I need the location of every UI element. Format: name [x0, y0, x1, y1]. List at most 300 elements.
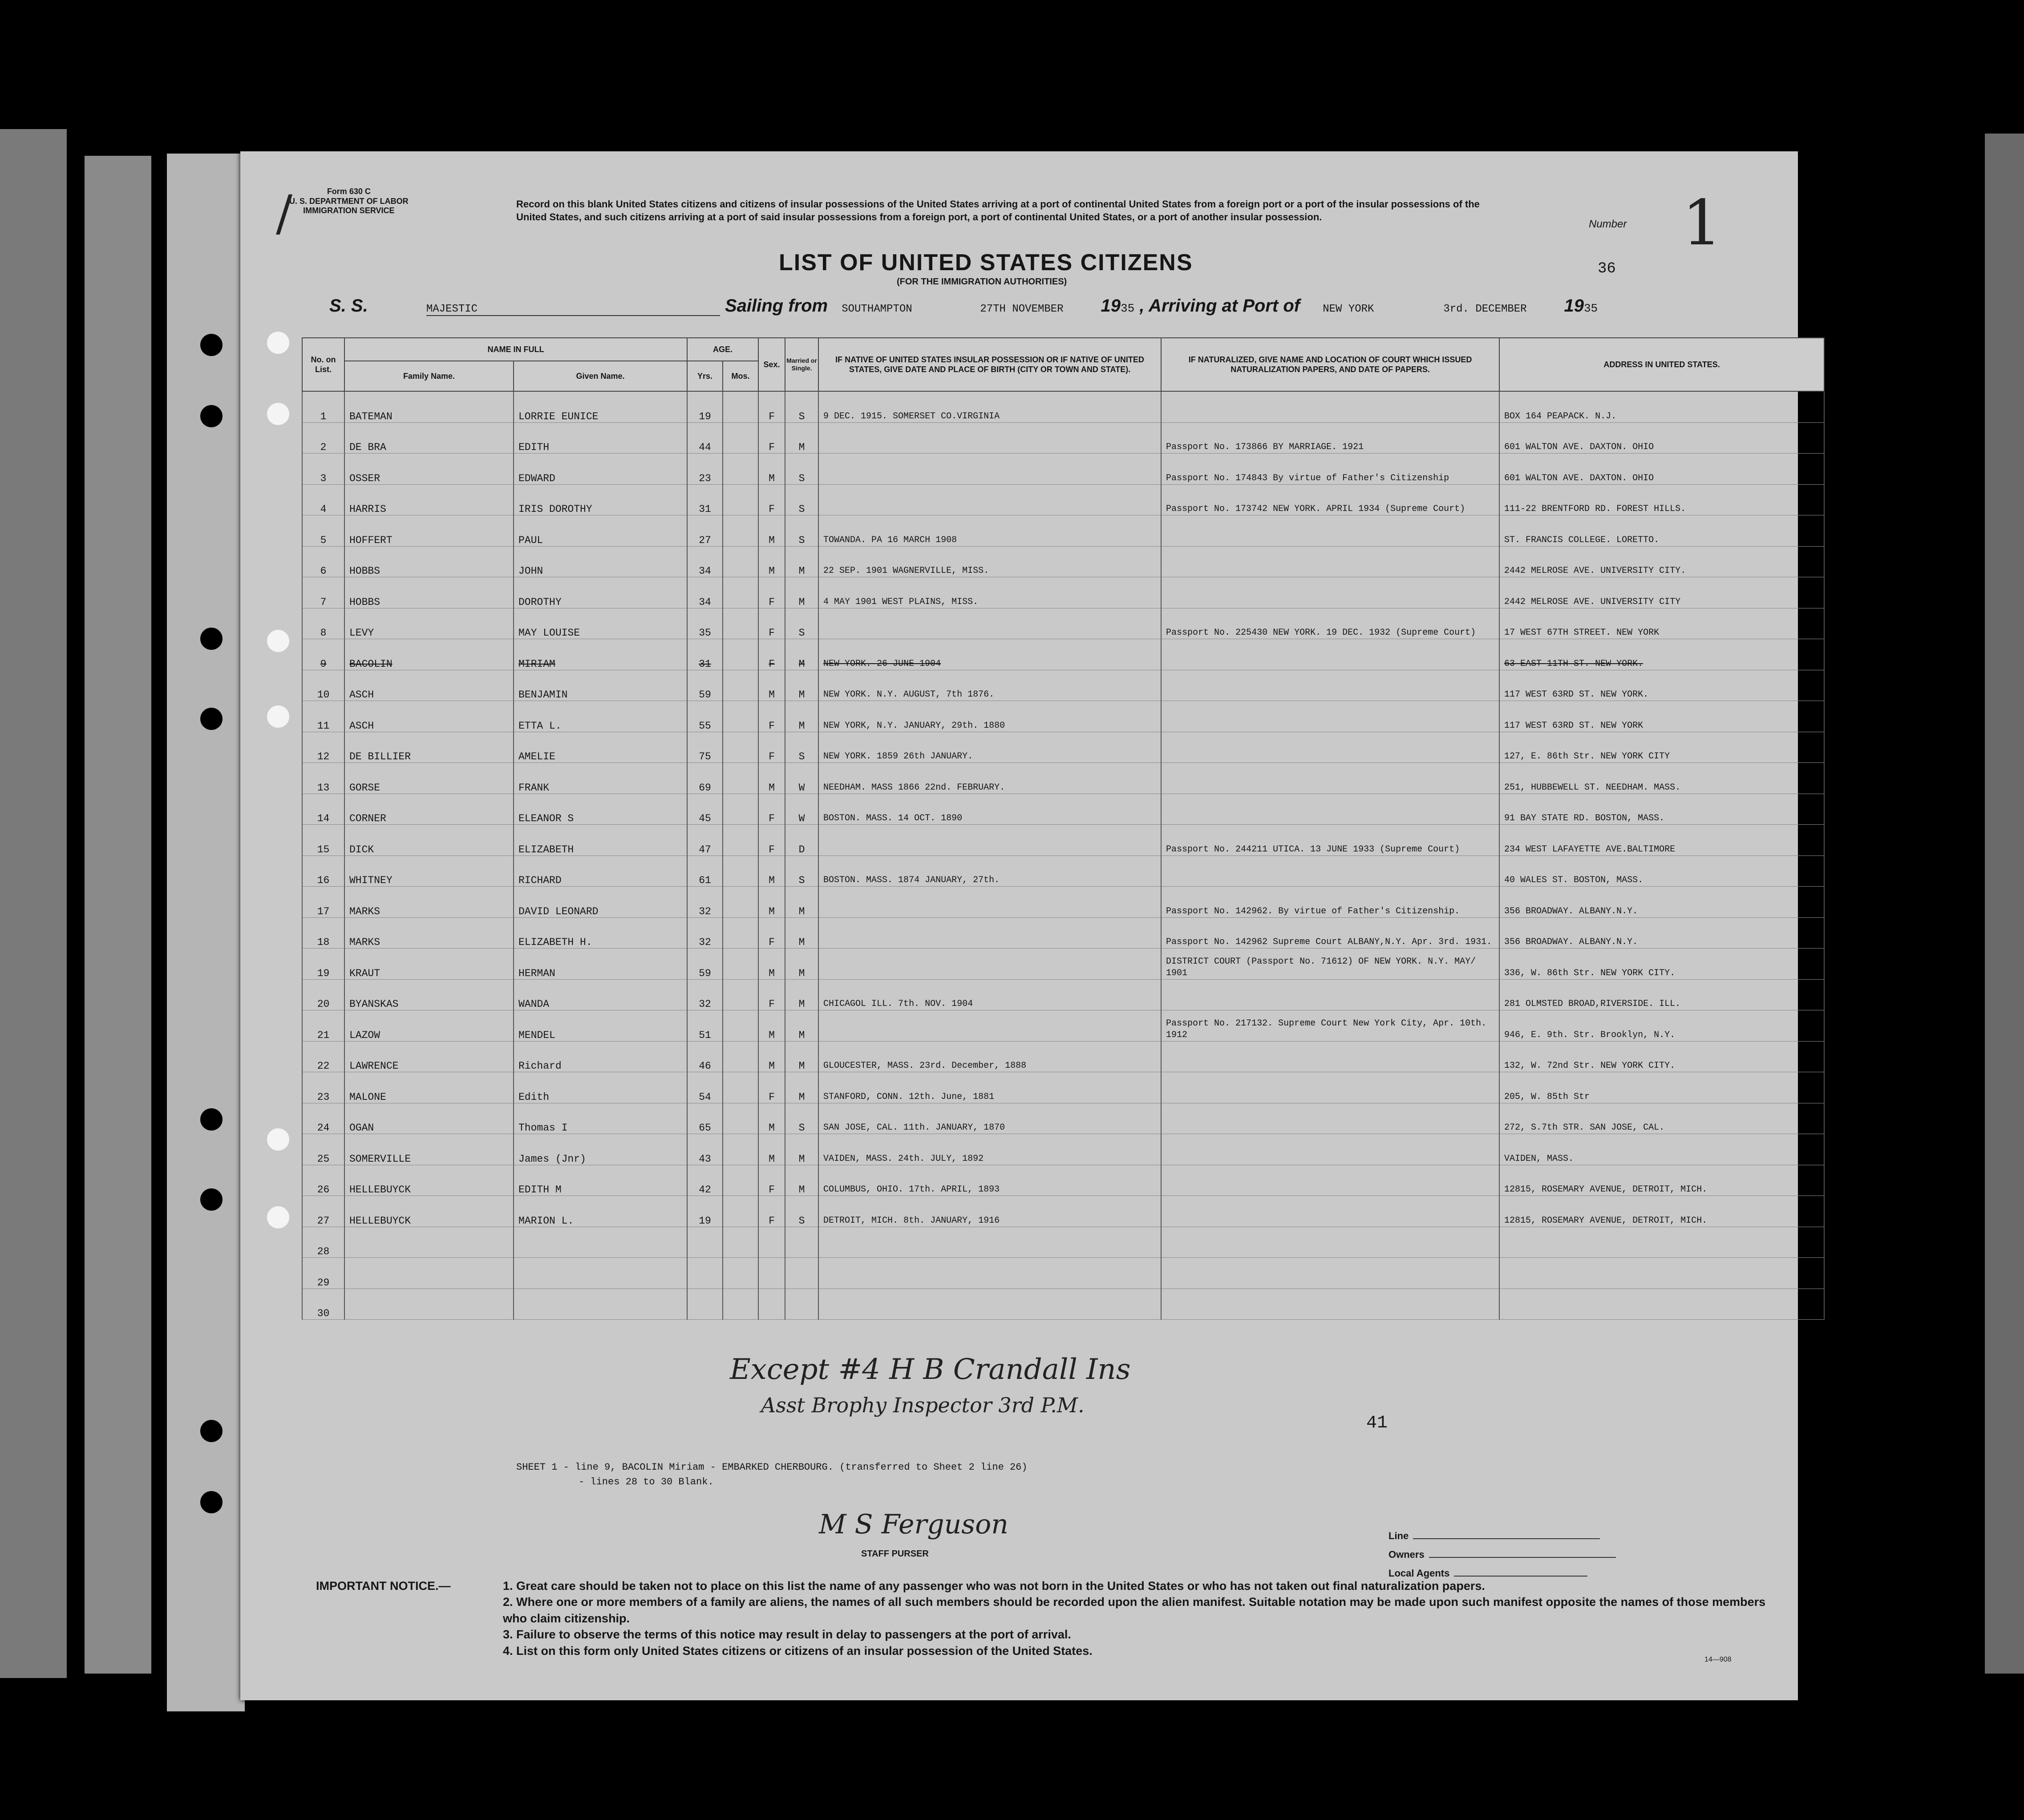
- col-given-name: Given Name.: [514, 361, 687, 391]
- birth-place-date: [818, 917, 1161, 949]
- age-years: 54: [687, 1072, 723, 1103]
- us-address: 117 WEST 63RD ST. NEW YORK.: [1499, 670, 1824, 701]
- row-number: 7: [302, 577, 344, 608]
- table-row: [302, 1165, 1824, 1196]
- sex: F: [758, 484, 785, 515]
- naturalization-info: [1161, 732, 1499, 763]
- naturalization-info: [1161, 979, 1499, 1010]
- given-name: EDWARD: [514, 454, 687, 485]
- sheet-binding-margin: [167, 154, 245, 1711]
- given-name: EDITH M: [514, 1165, 687, 1196]
- age-years: 46: [687, 1041, 723, 1072]
- given-name: EDITH: [514, 422, 687, 454]
- birth-place-date: 22 SEP. 1901 WAGNERVILLE, MISS.: [818, 546, 1161, 577]
- given-name: MAY LOUISE: [514, 608, 687, 639]
- family-name: LAZOW: [344, 1010, 514, 1042]
- family-name: ASCH: [344, 701, 514, 732]
- family-name: HOFFERT: [344, 515, 514, 547]
- col-sex: Sex.: [758, 338, 785, 391]
- naturalization-info: Passport No. 142962. By virtue of Father's Citizenship.: [1161, 887, 1499, 918]
- naturalization-info: [1161, 1227, 1499, 1258]
- birth-place-date: BOSTON. MASS. 14 OCT. 1890: [818, 794, 1161, 825]
- age-months: [723, 1258, 758, 1289]
- marital-status: M: [785, 1041, 818, 1072]
- age-months: [723, 577, 758, 608]
- age-years: 59: [687, 670, 723, 701]
- birth-place-date: [818, 608, 1161, 639]
- given-name: AMELIE: [514, 732, 687, 763]
- table-row: [302, 546, 1824, 577]
- given-name: LORRIE EUNICE: [514, 391, 687, 422]
- col-age: AGE.: [687, 338, 758, 361]
- us-address: [1499, 1289, 1824, 1320]
- family-name: MARKS: [344, 887, 514, 918]
- naturalization-info: Passport No. 174843 By virtue of Father's Citizenship: [1161, 454, 1499, 485]
- age-months: [723, 979, 758, 1010]
- age-years: [687, 1289, 723, 1320]
- us-address: 251, HUBBEWELL ST. NEEDHAM. MASS.: [1499, 763, 1824, 794]
- us-address: 601 WALTON AVE. DAXTON. OHIO: [1499, 454, 1824, 485]
- table-row: [302, 701, 1824, 732]
- marital-status: [785, 1289, 818, 1320]
- family-name: HELLEBUYCK: [344, 1196, 514, 1227]
- table-row: [302, 1134, 1824, 1165]
- marital-status: S: [785, 1196, 818, 1227]
- col-birth: IF NATIVE OF UNITED STATES INSULAR POSSESSION OR IF NATIVE OF UNITED STATES, GIVE DATE AND PLACE OF BIRTH (CITY OR TOWN AND STATE).: [818, 338, 1161, 391]
- us-address: 132, W. 72nd Str. NEW YORK CITY.: [1499, 1041, 1824, 1072]
- naturalization-info: [1161, 1134, 1499, 1165]
- family-name: OSSER: [344, 454, 514, 485]
- family-name: CORNER: [344, 794, 514, 825]
- sex: F: [758, 639, 785, 670]
- sex: F: [758, 825, 785, 856]
- age-months: [723, 763, 758, 794]
- age-months: [723, 732, 758, 763]
- family-name: DICK: [344, 825, 514, 856]
- marital-status: M: [785, 639, 818, 670]
- marital-status: S: [785, 484, 818, 515]
- birth-place-date: NEW YORK, N.Y. JANUARY, 29th. 1880: [818, 701, 1161, 732]
- given-name: ELIZABETH: [514, 825, 687, 856]
- notice-lead: IMPORTANT NOTICE.—: [316, 1579, 451, 1593]
- sex: [758, 1289, 785, 1320]
- naturalization-info: [1161, 1258, 1499, 1289]
- naturalization-info: [1161, 855, 1499, 887]
- row-number: 1: [302, 391, 344, 422]
- service: IMMIGRATION SERVICE: [303, 206, 395, 215]
- owners-field: [1388, 1545, 1616, 1564]
- age-years: 69: [687, 763, 723, 794]
- marital-status: S: [785, 608, 818, 639]
- age-years: 34: [687, 577, 723, 608]
- age-months: [723, 1072, 758, 1103]
- row-number: 30: [302, 1289, 344, 1320]
- sex: M: [758, 546, 785, 577]
- us-address: 946, E. 9th. Str. Brooklyn, N.Y.: [1499, 1010, 1824, 1042]
- table-row: [302, 608, 1824, 639]
- age-months: [723, 1010, 758, 1042]
- age-months: [723, 515, 758, 547]
- sex: F: [758, 701, 785, 732]
- sex: F: [758, 1165, 785, 1196]
- line-field: [1388, 1527, 1616, 1545]
- table-header: [302, 338, 1824, 391]
- manifest-sheet: [240, 151, 1798, 1700]
- given-name: FRANK: [514, 763, 687, 794]
- birth-place-date: TOWANDA. PA 16 MARCH 1908: [818, 515, 1161, 547]
- given-name: ETTA L.: [514, 701, 687, 732]
- birth-place-date: [818, 887, 1161, 918]
- sex: M: [758, 855, 785, 887]
- us-address: 2442 MELROSE AVE. UNIVERSITY CITY.: [1499, 546, 1824, 577]
- binder-hole: [200, 1491, 223, 1513]
- marital-status: M: [785, 546, 818, 577]
- binder-hole: [267, 403, 289, 425]
- sex: F: [758, 794, 785, 825]
- col-family-name: Family Name.: [344, 361, 514, 391]
- table-row: [302, 484, 1824, 515]
- naturalization-info: Passport No. 217132. Supreme Court New York City, Apr. 10th. 1912: [1161, 1010, 1499, 1042]
- family-name: MALONE: [344, 1072, 514, 1103]
- marital-status: M: [785, 670, 818, 701]
- page-count: 41: [1366, 1413, 1388, 1433]
- family-name: WHITNEY: [344, 855, 514, 887]
- us-address: 281 OLMSTED BROAD,RIVERSIDE. ILL.: [1499, 979, 1824, 1010]
- sex: F: [758, 1072, 785, 1103]
- table-row: [302, 887, 1824, 918]
- age-years: 32: [687, 979, 723, 1010]
- binder-hole: [200, 1420, 223, 1442]
- birth-place-date: NEW YORK. N.Y. AUGUST, 7th 1876.: [818, 670, 1161, 701]
- given-name: MARION L.: [514, 1196, 687, 1227]
- age-years: 43: [687, 1134, 723, 1165]
- us-address: 127, E. 86th Str. NEW YORK CITY: [1499, 732, 1824, 763]
- given-name: RICHARD: [514, 855, 687, 887]
- birth-place-date: CHICAGOL ILL. 7th. NOV. 1904: [818, 979, 1161, 1010]
- stamp-number: 36: [1598, 260, 1616, 277]
- table-row: [302, 1072, 1824, 1103]
- naturalization-info: [1161, 1041, 1499, 1072]
- row-number: 4: [302, 484, 344, 515]
- sex: M: [758, 1010, 785, 1042]
- given-name: Richard: [514, 1041, 687, 1072]
- form-header: [289, 187, 409, 216]
- sex: F: [758, 732, 785, 763]
- table-row: [302, 763, 1824, 794]
- birth-place-date: NEEDHAM. MASS 1866 22nd. FEBRUARY.: [818, 763, 1161, 794]
- table-row: [302, 732, 1824, 763]
- marital-status: M: [785, 577, 818, 608]
- binder-hole: [267, 630, 289, 652]
- col-months: Mos.: [723, 361, 758, 391]
- naturalization-info: [1161, 794, 1499, 825]
- given-name: Thomas I: [514, 1103, 687, 1134]
- age-years: 55: [687, 701, 723, 732]
- age-months: [723, 825, 758, 856]
- us-address: 63 EAST 11TH ST. NEW YORK.: [1499, 639, 1824, 670]
- row-number: 19: [302, 949, 344, 980]
- marital-status: S: [785, 732, 818, 763]
- row-number: 26: [302, 1165, 344, 1196]
- notice-list: [503, 1578, 1776, 1659]
- sex: M: [758, 1041, 785, 1072]
- sex: M: [758, 515, 785, 547]
- age-months: [723, 917, 758, 949]
- given-name: ELIZABETH H.: [514, 917, 687, 949]
- col-married: Married or Single.: [785, 338, 818, 391]
- binder-hole: [200, 628, 223, 650]
- table-row: [302, 422, 1824, 454]
- age-months: [723, 546, 758, 577]
- row-number: 10: [302, 670, 344, 701]
- arrival-year: 35: [1583, 302, 1598, 315]
- birth-place-date: VAIDEN, MASS. 24th. JULY, 1892: [818, 1134, 1161, 1165]
- family-name: LAWRENCE: [344, 1041, 514, 1072]
- family-name: ASCH: [344, 670, 514, 701]
- us-address: [1499, 1227, 1824, 1258]
- birth-place-date: [818, 454, 1161, 485]
- age-months: [723, 1165, 758, 1196]
- age-years: 65: [687, 1103, 723, 1134]
- birth-place-date: DETROIT, MICH. 8th. JANUARY, 1916: [818, 1196, 1161, 1227]
- table-row: [302, 949, 1824, 980]
- us-address: 111-22 BRENTFORD RD. FOREST HILLS.: [1499, 484, 1824, 515]
- naturalization-info: Passport No. 225430 NEW YORK. 19 DEC. 1932 (Supreme Court): [1161, 608, 1499, 639]
- row-number: 6: [302, 546, 344, 577]
- naturalization-info: [1161, 577, 1499, 608]
- age-months: [723, 1196, 758, 1227]
- row-number: 23: [302, 1072, 344, 1103]
- naturalization-info: [1161, 1196, 1499, 1227]
- given-name: PAUL: [514, 515, 687, 547]
- line-label: Line: [1388, 1530, 1409, 1541]
- notice-item: 2. Where one or more members of a family are aliens, the names of all such members should be recorded upon the alien manifest. Suitable notation may be made upon such manifest opposite the names of those members who claim citizenship.: [503, 1595, 1766, 1625]
- birth-place-date: GLOUCESTER, MASS. 23rd. December, 1888: [818, 1041, 1161, 1072]
- us-address: 356 BROADWAY. ALBANY.N.Y.: [1499, 887, 1824, 918]
- age-months: [723, 670, 758, 701]
- family-name: HARRIS: [344, 484, 514, 515]
- table-row: [302, 855, 1824, 887]
- naturalization-info: Passport No. 173866 BY MARRIAGE. 1921: [1161, 422, 1499, 454]
- marital-status: W: [785, 794, 818, 825]
- given-name: ELEANOR S: [514, 794, 687, 825]
- birth-place-date: [818, 1258, 1161, 1289]
- binder-hole: [267, 332, 289, 354]
- age-months: [723, 794, 758, 825]
- table-row: [302, 1103, 1824, 1134]
- age-months: [723, 422, 758, 454]
- row-number: 3: [302, 454, 344, 485]
- given-name: [514, 1258, 687, 1289]
- sex: M: [758, 763, 785, 794]
- sex: F: [758, 608, 785, 639]
- marital-status: M: [785, 1134, 818, 1165]
- given-name: JOHN: [514, 546, 687, 577]
- naturalization-info: [1161, 670, 1499, 701]
- us-address: 12815, ROSEMARY AVENUE, DETROIT, MICH.: [1499, 1165, 1824, 1196]
- sex: F: [758, 917, 785, 949]
- col-years: Yrs.: [687, 361, 723, 391]
- sex: F: [758, 577, 785, 608]
- age-months: [723, 1041, 758, 1072]
- given-name: MENDEL: [514, 1010, 687, 1042]
- age-years: 47: [687, 825, 723, 856]
- table-row: [302, 515, 1824, 547]
- table-row: [302, 1010, 1824, 1042]
- naturalization-info: [1161, 1289, 1499, 1320]
- table-row: [302, 1227, 1824, 1258]
- age-years: 19: [687, 1196, 723, 1227]
- naturalization-info: [1161, 391, 1499, 422]
- age-years: 31: [687, 639, 723, 670]
- age-years: 32: [687, 917, 723, 949]
- table-row: [302, 979, 1824, 1010]
- family-name: SOMERVILLE: [344, 1134, 514, 1165]
- family-name: LEVY: [344, 608, 514, 639]
- age-months: [723, 639, 758, 670]
- age-months: [723, 484, 758, 515]
- row-number: 8: [302, 608, 344, 639]
- table-row: [302, 639, 1824, 670]
- naturalization-info: DISTRICT COURT (Passport No. 71612) OF NEW YORK. N.Y. MAY/ 1901: [1161, 949, 1499, 980]
- birth-place-date: [818, 1289, 1161, 1320]
- age-years: 34: [687, 546, 723, 577]
- row-number: 2: [302, 422, 344, 454]
- row-number: 15: [302, 825, 344, 856]
- age-years: [687, 1227, 723, 1258]
- family-name: BATEMAN: [344, 391, 514, 422]
- owners-label: Owners: [1388, 1549, 1425, 1560]
- marital-status: W: [785, 763, 818, 794]
- binder-hole: [267, 1128, 289, 1151]
- row-number: 9: [302, 639, 344, 670]
- sex: M: [758, 454, 785, 485]
- age-months: [723, 1103, 758, 1134]
- handwritten-annotation-2: Asst Brophy Inspector 3rd P.M.: [761, 1393, 1085, 1417]
- local-agents-label: Local Agents: [1388, 1568, 1450, 1579]
- naturalization-info: [1161, 515, 1499, 547]
- row-number: 14: [302, 794, 344, 825]
- sheet-note-line-2: - lines 28 to 30 Blank.: [579, 1476, 714, 1488]
- table-row: [302, 917, 1824, 949]
- us-address: 601 WALTON AVE. DAXTON. OHIO: [1499, 422, 1824, 454]
- age-months: [723, 701, 758, 732]
- col-name-in-full: NAME IN FULL: [344, 338, 687, 361]
- birth-place-date: SAN JOSE, CAL. 11th. JANUARY, 1870: [818, 1103, 1161, 1134]
- marital-status: D: [785, 825, 818, 856]
- binder-hole: [200, 708, 223, 730]
- signature-title: STAFF PURSER: [861, 1549, 929, 1559]
- birth-place-date: [818, 949, 1161, 980]
- birth-place-date: [818, 1227, 1161, 1258]
- table-body: [302, 391, 1824, 1320]
- table-row: [302, 670, 1824, 701]
- us-address: 356 BROADWAY. ALBANY.N.Y.: [1499, 917, 1824, 949]
- sex: F: [758, 422, 785, 454]
- marital-status: M: [785, 1072, 818, 1103]
- sailing-label: Sailing from: [725, 296, 828, 316]
- family-name: DE BILLIER: [344, 732, 514, 763]
- family-name: GORSE: [344, 763, 514, 794]
- binder-hole: [200, 334, 223, 356]
- number-label: Number: [1589, 218, 1627, 230]
- us-address: 12815, ROSEMARY AVENUE, DETROIT, MICH.: [1499, 1196, 1824, 1227]
- family-name: [344, 1258, 514, 1289]
- age-months: [723, 454, 758, 485]
- birth-place-date: STANFORD, CONN. 12th. June, 1881: [818, 1072, 1161, 1103]
- us-address: BOX 164 PEAPACK. N.J.: [1499, 391, 1824, 422]
- given-name: MIRIAM: [514, 639, 687, 670]
- age-years: 32: [687, 887, 723, 918]
- sex: F: [758, 979, 785, 1010]
- birth-place-date: [818, 422, 1161, 454]
- us-address: ST. FRANCIS COLLEGE. LORETTO.: [1499, 515, 1824, 547]
- birth-place-date: [818, 825, 1161, 856]
- age-months: [723, 391, 758, 422]
- table-row: [302, 825, 1824, 856]
- row-number: 27: [302, 1196, 344, 1227]
- birth-place-date: COLUMBUS, OHIO. 17th. APRIL, 1893: [818, 1165, 1161, 1196]
- marital-status: S: [785, 1103, 818, 1134]
- marital-status: M: [785, 979, 818, 1010]
- naturalization-info: [1161, 1072, 1499, 1103]
- row-number: 13: [302, 763, 344, 794]
- naturalization-info: Passport No. 173742 NEW YORK. APRIL 1934 (Supreme Court): [1161, 484, 1499, 515]
- birth-place-date: NEW YORK. 1859 26th JANUARY.: [818, 732, 1161, 763]
- sheet-number: 1: [1682, 187, 1722, 259]
- family-name: HELLEBUYCK: [344, 1165, 514, 1196]
- departure-date: 27TH NOVEMBER: [980, 303, 1064, 315]
- ss-label: S. S.: [329, 296, 368, 316]
- us-address: 117 WEST 63RD ST. NEW YORK: [1499, 701, 1824, 732]
- age-years: 31: [687, 484, 723, 515]
- notice-item: 3. Failure to observe the terms of this notice may result in delay to passengers at the port of arrival.: [503, 1628, 1071, 1642]
- age-years: 75: [687, 732, 723, 763]
- table-row: [302, 577, 1824, 608]
- previous-page-edge: [0, 129, 67, 1678]
- family-name: HOBBS: [344, 577, 514, 608]
- marital-status: S: [785, 391, 818, 422]
- given-name: [514, 1289, 687, 1320]
- birth-place-date: 9 DEC. 1915. SOMERSET CO.VIRGINIA: [818, 391, 1161, 422]
- family-name: MARKS: [344, 917, 514, 949]
- form-instructions: Record on this blank United States citizens and citizens of insular possessions of the United States arriving at a port of continental United States from a foreign port or a port of the insular possessions of the United States, and such citizens arriving at a port of said insular possessions from a foreign port, a port of continental United States, or a port of another insular possession.: [516, 199, 1480, 223]
- sheet-note: [516, 1460, 1028, 1489]
- sex: [758, 1227, 785, 1258]
- family-name: BACOLIN: [344, 639, 514, 670]
- row-number: 16: [302, 855, 344, 887]
- row-number: 29: [302, 1258, 344, 1289]
- age-years: 59: [687, 949, 723, 980]
- us-address: 17 WEST 67TH STREET. NEW YORK: [1499, 608, 1824, 639]
- naturalization-info: Passport No. 142962 Supreme Court ALBANY,N.Y. Apr. 3rd. 1931.: [1161, 917, 1499, 949]
- table-row: [302, 1041, 1824, 1072]
- age-months: [723, 887, 758, 918]
- row-number: 17: [302, 887, 344, 918]
- us-address: 2442 MELROSE AVE. UNIVERSITY CITY: [1499, 577, 1824, 608]
- ship-name: MAJESTIC: [426, 303, 720, 316]
- age-years: 35: [687, 608, 723, 639]
- row-number: 28: [302, 1227, 344, 1258]
- given-name: Edith: [514, 1072, 687, 1103]
- row-number: 12: [302, 732, 344, 763]
- page-title: LIST OF UNITED STATES CITIZENS: [779, 250, 1193, 276]
- age-years: 19: [687, 391, 723, 422]
- us-address: 272, S.7th STR. SAN JOSE, CAL.: [1499, 1103, 1824, 1134]
- form-number: Form 630 C: [327, 187, 371, 196]
- naturalization-info: [1161, 701, 1499, 732]
- age-months: [723, 608, 758, 639]
